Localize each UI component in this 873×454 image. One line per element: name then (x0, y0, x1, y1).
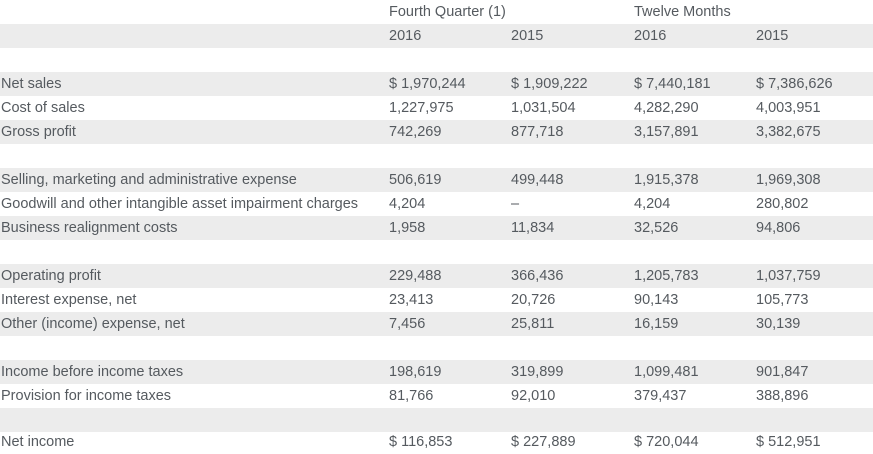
spacer-row (0, 408, 873, 432)
row-value: $ 1,909,222 (511, 76, 588, 92)
row-value: 90,143 (634, 292, 679, 308)
row-value: 30,139 (756, 316, 801, 332)
row-value: 280,802 (756, 196, 809, 212)
row-value: 23,413 (389, 292, 434, 308)
group-header-row (0, 0, 873, 24)
row-value: $ 512,951 (756, 434, 821, 450)
row-value: 1,958 (389, 220, 426, 236)
row-label: Business realignment costs (1, 220, 178, 236)
row-value: 1,099,481 (634, 364, 699, 380)
spacer-row (0, 336, 873, 360)
row-value: 105,773 (756, 292, 809, 308)
row-value: – (511, 196, 520, 212)
table-row (0, 192, 873, 216)
row-value: $ 720,044 (634, 434, 699, 450)
row-value: 1,031,504 (511, 100, 576, 116)
row-value: 7,456 (389, 316, 426, 332)
row-value: 3,382,675 (756, 124, 821, 140)
row-label: Interest expense, net (1, 292, 137, 308)
row-value: $ 7,440,181 (634, 76, 711, 92)
table-row (0, 312, 873, 336)
table-row (0, 72, 873, 96)
row-value: 1,915,378 (634, 172, 699, 188)
row-value: 1,969,308 (756, 172, 821, 188)
row-value: 4,204 (389, 196, 426, 212)
row-value: 198,619 (389, 364, 442, 380)
row-label: Provision for income taxes (1, 388, 172, 404)
spacer-row (0, 48, 873, 72)
row-value: 506,619 (389, 172, 442, 188)
table-row (0, 288, 873, 312)
row-label: Income before income taxes (1, 364, 184, 380)
spacer-row (0, 144, 873, 168)
group-header-fourth-quarter: Fourth Quarter (1) (389, 4, 506, 20)
table-row (0, 430, 873, 454)
row-value: $ 7,386,626 (756, 76, 833, 92)
table-row (0, 264, 873, 288)
row-value: 742,269 (389, 124, 442, 140)
row-value: 229,488 (389, 268, 442, 284)
year-header-row (0, 24, 873, 48)
row-value: 4,204 (634, 196, 671, 212)
year-header: 2016 (634, 28, 667, 44)
row-label: Cost of sales (1, 100, 85, 116)
row-value: 11,834 (511, 220, 555, 236)
row-value: 499,448 (511, 172, 564, 188)
row-label: Net sales (1, 76, 62, 92)
row-value: $ 1,970,244 (389, 76, 466, 92)
row-label: Goodwill and other intangible asset impairment charges (1, 196, 359, 212)
row-value: $ 116,853 (389, 434, 453, 450)
row-value: 388,896 (756, 388, 809, 404)
row-value: 92,010 (511, 388, 556, 404)
row-value: 1,037,759 (756, 268, 821, 284)
group-header-twelve-months: Twelve Months (634, 4, 731, 20)
row-value: 901,847 (756, 364, 809, 380)
row-value: 4,282,290 (634, 100, 699, 116)
row-value: 1,227,975 (389, 100, 454, 116)
row-value: 81,766 (389, 388, 434, 404)
row-value: 94,806 (756, 220, 801, 236)
table-row (0, 96, 873, 120)
table-row (0, 168, 873, 192)
row-value: $ 227,889 (511, 434, 576, 450)
row-label: Operating profit (1, 268, 101, 284)
row-value: 379,437 (634, 388, 687, 404)
row-value: 25,811 (511, 316, 555, 332)
row-label: Selling, marketing and administrative expense (1, 172, 297, 188)
row-label: Gross profit (1, 124, 76, 140)
row-label: Other (income) expense, net (1, 316, 185, 332)
row-value: 1,205,783 (634, 268, 699, 284)
spacer-row (0, 240, 873, 264)
row-value: 20,726 (511, 292, 556, 308)
row-value: 3,157,891 (634, 124, 699, 140)
year-header: 2015 (756, 28, 789, 44)
table-row (0, 216, 873, 240)
row-value: 319,899 (511, 364, 564, 380)
row-value: 16,159 (634, 316, 679, 332)
table-row (0, 384, 873, 408)
row-value: 877,718 (511, 124, 564, 140)
row-value: 32,526 (634, 220, 679, 236)
table-row (0, 120, 873, 144)
year-header: 2015 (511, 28, 544, 44)
table-row (0, 360, 873, 384)
year-header: 2016 (389, 28, 422, 44)
row-value: 366,436 (511, 268, 564, 284)
row-label: Net income (1, 434, 75, 450)
row-value: 4,003,951 (756, 100, 821, 116)
